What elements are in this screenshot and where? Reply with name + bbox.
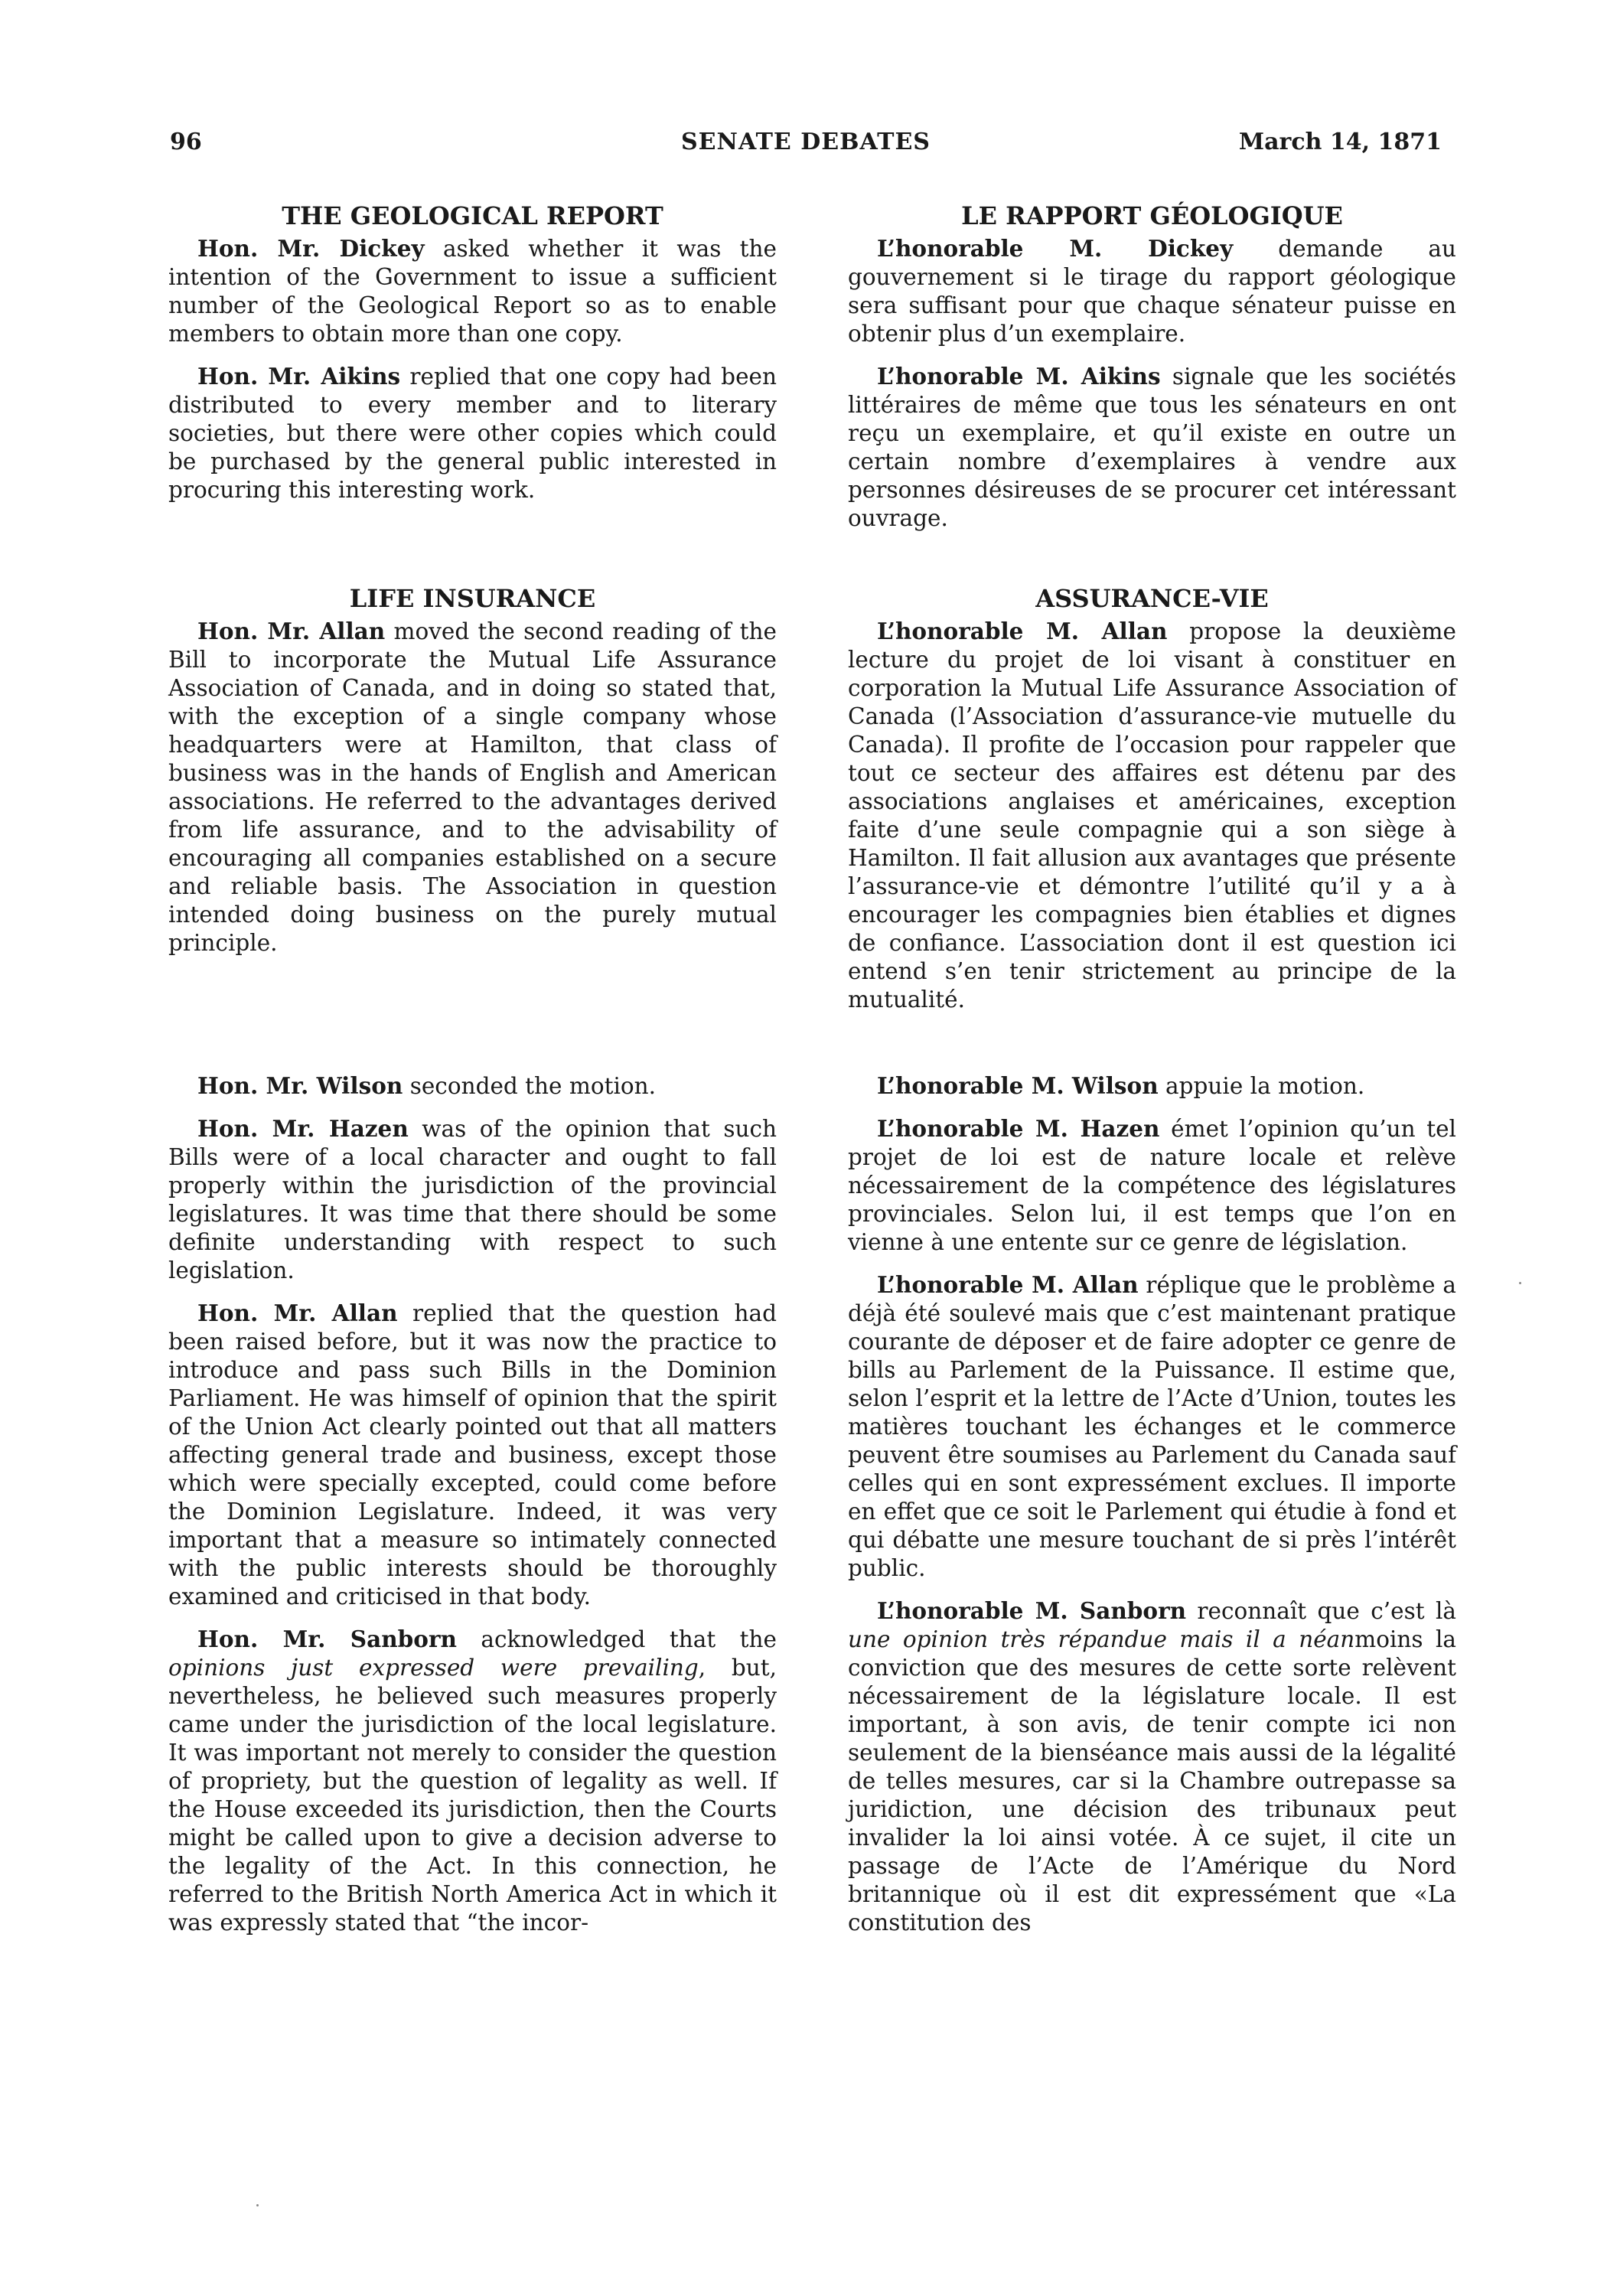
speaker-name: Hon. Mr. Sanborn	[197, 1626, 457, 1652]
scan-speck	[1519, 1282, 1521, 1284]
french-life-paragraph-5	[848, 1596, 1456, 1937]
english-life-insurance-heading: LIFE INSURANCE	[349, 584, 596, 613]
speaker-name: Hon. Mr. Aikins	[197, 363, 401, 390]
page-date: March 14, 1871	[1238, 129, 1442, 155]
paragraph-text: réplique que le problème a déjà été soulevé mais que c’est maintenant pratique courante de déposer et de faire adopter ce genre de bills au Parlement de la Puissance. Il estime que, selon l’esprit et la lettre de l’Acte d’Union, toutes les matières touchant les échanges et le commerce peuvent être soumises au Parlement du Canada sauf celles qui en sont expressément exclues. Il importe en effet que ce soit le Parlement qui étudie à fond et qui débatte une mesure touchant de si près l’intérêt public.	[848, 1272, 1456, 1581]
paragraph-text: acknowledged that the	[456, 1626, 777, 1652]
speaker-name: L’honorable M. Hazen	[877, 1115, 1160, 1142]
running-head	[170, 129, 1442, 159]
speaker-name: L’honorable M. Wilson	[877, 1072, 1159, 1099]
english-geological-paragraph-2	[168, 362, 777, 504]
speaker-name: L’honorable M. Dickey	[877, 235, 1234, 262]
paragraph-text: asked whether it was the intention of the Government to issue a sufficient number of the Geological Report so as to enable members to obtain more than one copy.	[168, 236, 777, 347]
italic-text: opinions just expressed were prevailing	[168, 1655, 699, 1681]
scan-speck	[256, 2204, 259, 2206]
paragraph-text: émet l’opinion qu’un tel projet de loi est de nature locale et relève nécessairement de la compétence des législatures provinciales. Selon lui, il est temps que l’on en vienne à une entente sur ce genre de législation.	[848, 1116, 1456, 1255]
page-number: 96	[170, 129, 202, 155]
speaker-name: Hon. Mr. Allan	[197, 1300, 398, 1326]
paragraph-text: replied that the question had been raised before, but it was now the practice to introduce and pass such Bills in the Dominion Parliament. He was himself of opinion that the spirit of the Union Act clearly pointed out that all matters affecting general trade and business, except those which were specially excepted, could come before the Dominion Legislature. Indeed, it was very important that a measure so intimately connected with the public interests should be thoroughly examined and criticised in that body.	[168, 1300, 777, 1609]
speaker-name: Hon. Mr. Dickey	[197, 235, 425, 262]
english-geological-section	[168, 201, 777, 504]
paragraph-text: signale que les sociétés littéraires de même que tous les sénateurs en ont reçu un exemplaire, et qu’il existe en outre un certain nombre d’exemplaires à vendre aux personnes désireuses de se procurer cet intéressant ouvrage.	[848, 364, 1456, 531]
paragraph-text: reconnaît que c’est là	[1186, 1598, 1456, 1624]
french-debate-continued	[848, 1071, 1456, 1937]
french-geological-heading: LE RAPPORT GÉOLOGIQUE	[961, 201, 1343, 230]
french-geological-paragraph-1	[848, 234, 1456, 348]
english-geological-heading: THE GEOLOGICAL REPORT	[282, 201, 663, 230]
french-life-paragraph-4	[848, 1270, 1456, 1583]
english-life-paragraph-1	[168, 617, 777, 957]
english-life-paragraph-4	[168, 1299, 777, 1611]
french-geological-paragraph-2	[848, 362, 1456, 533]
paragraph-text: , but, nevertheless, he believed such measures properly came under the jurisdiction of the local legislature. It was important not merely to consider the question of propriety, but the question of legality as well. If the House exceeded its jurisdiction, then the Courts might be called upon to give a decision adverse to the legality of the Act. In this connection, he referred to the British North America Act in which it was expressly stated that “the incor-	[168, 1655, 777, 1936]
english-life-insurance-section	[168, 583, 777, 957]
publication-title: SENATE DEBATES	[681, 129, 931, 155]
french-geological-section	[848, 201, 1456, 533]
speaker-name: Hon. Mr. Hazen	[197, 1115, 409, 1142]
english-debate-continued	[168, 1071, 777, 1937]
paragraph-text: demande au gouvernement si le tirage du rapport géologique sera suffisant pour que chaque sénateur puisse en obtenir plus d’un exemplaire.	[848, 236, 1456, 347]
paragraph-text: replied that one copy had been distributed to every member and to literary societies, but there were other copies which could be purchased by the general public interested in procuring this interesting work.	[168, 364, 777, 503]
italic-text: une opinion très répandue mais il a néan	[848, 1626, 1355, 1652]
paragraph-text: seconded the motion.	[403, 1073, 657, 1099]
french-life-insurance-section	[848, 583, 1456, 1014]
french-life-paragraph-3	[848, 1114, 1456, 1257]
paragraph-text: propose la deuxième lecture du projet de loi visant à constituer en corporation la Mutual Life Assurance Association of Canada (l’Association d’assurance-vie mutuelle du Canada). Il profite de l’occasion pour rappeler que tout ce secteur des affaires est détenu par des associations anglaises et américaines, exception faite d’une seule compagnie qui a son siège à Hamilton. Il fait allusion aux avantages que présente l’assurance-vie et démontre l’utilité qu’il y a à encourager les compagnies bien établies et dignes de confiance. L’association dont il est question ici entend s’en tenir strictement au principe de la mutualité.	[848, 618, 1456, 1013]
speaker-name: Hon. Mr. Allan	[197, 618, 386, 644]
speaker-name: L’honorable M. Sanborn	[877, 1597, 1187, 1624]
french-life-paragraph-1	[848, 617, 1456, 1014]
english-geological-paragraph-1	[168, 234, 777, 348]
paragraph-text: appuie la motion.	[1158, 1073, 1365, 1099]
french-life-insurance-heading: ASSURANCE-VIE	[1035, 584, 1269, 613]
speaker-name: L’honorable M. Allan	[877, 618, 1168, 644]
paragraph-text: was of the opinion that such Bills were of a local character and ought to fall properly within the jurisdiction of the provincial legislatures. It was time that there should be some definite understanding with respect to such legislation.	[168, 1116, 777, 1283]
french-life-paragraph-2	[848, 1071, 1456, 1101]
speaker-name: Hon. Mr. Wilson	[197, 1072, 403, 1099]
speaker-name: L’honorable M. Aikins	[877, 363, 1161, 390]
english-life-paragraph-3	[168, 1114, 777, 1285]
paragraph-text: moved the second reading of the Bill to incorporate the Mutual Life Assurance Association of Canada, and in doing so stated that, with the exception of a single company whose headquarters were at Hamilton, that class of business was in the hands of English and American associations. He referred to the advantages derived from life assurance, and to the advisability of encouraging all companies established on a secure and reliable basis. The Association in question intended doing business on the purely mutual principle.	[168, 618, 777, 956]
english-life-paragraph-5	[168, 1625, 777, 1937]
speaker-name: L’honorable M. Allan	[877, 1271, 1139, 1298]
english-life-paragraph-2	[168, 1071, 777, 1101]
paragraph-text: moins la conviction que des mesures de cette sorte relèvent nécessairement de la législature locale. Il est important, à son avis, de tenir compte ici non seulement de la bienséance mais aussi de la légalité de telles mesures, car si la Chambre outrepasse sa juridiction, une décision des tribunaux peut invalider la loi ainsi votée. À ce sujet, il cite un passage de l’Acte de l’Amérique du Nord britannique où il est dit expressément que «La constitution des	[848, 1626, 1456, 1936]
